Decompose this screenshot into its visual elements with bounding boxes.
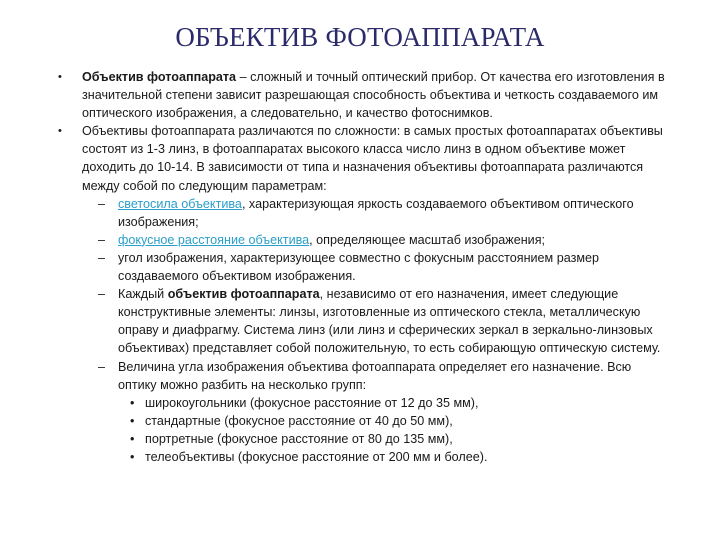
term-lens-bold: объектив фотоаппарата bbox=[167, 287, 320, 302]
dot-marker: • bbox=[130, 395, 135, 410]
dot-marker: • bbox=[130, 413, 135, 428]
group-text: портретные (фокусное расстояние от 80 до 135 мм), bbox=[145, 431, 453, 446]
dash-item-focal-length bbox=[50, 231, 666, 249]
bullet-lens-definition bbox=[50, 68, 666, 122]
link-focal-length[interactable]: фокусное расстояние объектива bbox=[118, 232, 310, 247]
bullet-text: Объективы фотоаппарата различаются по сложности: в самых простых фотоаппаратах объективы состоят из 1-3 линз, в фотоаппаратах высокого класса число линз в одном объективе может доходить до 10-14. В зависимости от типа и назначения объективы фотоаппарата различаются между собой по следующим параметрам: bbox=[82, 124, 663, 193]
dash-item-text: , определяющее масштаб изображения; bbox=[309, 232, 546, 247]
dash-item-angle bbox=[50, 249, 666, 285]
dash-marker: – bbox=[98, 287, 106, 302]
slide-title: ОБЪЕКТИВ ФОТОАППАРАТА bbox=[175, 22, 545, 52]
group-wide-angle bbox=[50, 394, 666, 412]
dash-item-text: , независимо от его назначения, имеет следующие конструктивные элементы: линзы, изготовленные из оптического стекла, металлическую оправу и диафрагму. Система линз (или линз и сферических зеркал в зеркально-линзовых объективах) представляет собой положительную, то есть собирающую оптическую систему. bbox=[118, 287, 661, 356]
group-text: телеобъективы (фокусное расстояние от 200 мм и более). bbox=[145, 449, 488, 464]
group-telephoto bbox=[50, 448, 666, 466]
dash-item-construction bbox=[50, 285, 666, 357]
slide-body bbox=[50, 68, 666, 466]
link-aperture[interactable]: светосила объектива bbox=[118, 196, 242, 211]
dash-item-angle-purpose bbox=[50, 358, 666, 394]
term-lens: Объектив фотоаппарата bbox=[82, 70, 237, 84]
dot-marker: • bbox=[130, 449, 135, 464]
bullet-lens-complexity bbox=[50, 122, 666, 194]
group-text: стандартные (фокусное расстояние от 40 до 50 мм), bbox=[145, 413, 453, 428]
dash-marker: – bbox=[98, 359, 106, 374]
dash-item-text: , характеризующая яркость создаваемого объективом оптического изображения; bbox=[118, 196, 634, 229]
dash-item-pre: Каждый bbox=[118, 287, 168, 302]
dash-item-aperture bbox=[50, 195, 666, 231]
group-standard bbox=[50, 412, 666, 430]
group-text: широкоугольники (фокусное расстояние от 12 до 35 мм), bbox=[145, 395, 479, 410]
dash-item-text: угол изображения, характеризующее совместно с фокусным расстоянием размер создаваемого объективом изображения. bbox=[118, 250, 600, 284]
bullet-marker: • bbox=[58, 125, 62, 138]
dash-marker: – bbox=[98, 232, 106, 247]
group-portrait bbox=[50, 430, 666, 448]
bullet-marker: • bbox=[58, 71, 62, 83]
bullet-text: – сложный и точный оптический прибор. От качества его изготовления в значительной степени зависит разрешающая способность объектива и четкость создаваемого им оптического изображения, а следовательно, и качество фотоснимков. bbox=[82, 70, 665, 121]
dash-marker: – bbox=[98, 196, 106, 211]
dash-item-text: Величина угла изображения объектива фотоаппарата определяет его назначение. Всю оптику можно разбить на несколько групп: bbox=[118, 359, 632, 392]
dot-marker: • bbox=[130, 431, 135, 446]
dash-marker: – bbox=[98, 250, 106, 265]
